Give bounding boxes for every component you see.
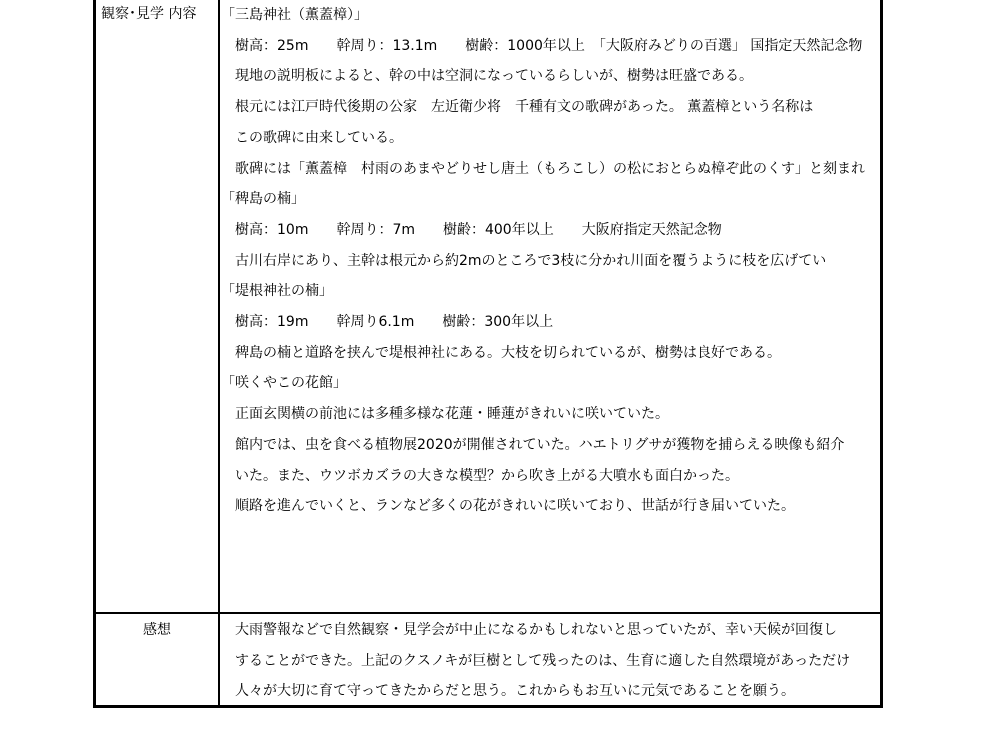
impressions-label: 感想 [143,622,171,638]
observation-content [221,0,880,612]
observation-text-line: 樹高：19m 幹周り6.1m 樹齢：300年以上 [235,314,554,330]
observation-text-line: 館内では、虫を食べる植物展2020が開催されていた。ハエトリグサが獲物を捕らえる映像も紹介 [235,436,845,453]
impression-text-line: 大雨警報などで自然観察・見学会が中止になるかもしれないと思っていたが、幸い天候が回復し [235,622,837,638]
observation-heading: 「咲くやこの花館」 [221,375,347,392]
observation-text-line: 順路を進んでいくと、ランなど多くの花がきれいに咲いており、世話が行き届いていた。 [235,498,795,515]
column-divider [218,0,220,707]
row-divider [93,612,883,614]
observation-heading: 「堤根神社の楠」 [221,283,333,300]
observation-text-line: 樹高：10m 幹周り：7m 樹齢：400年以上 大阪府指定天然記念物 [235,221,722,238]
observation-text-line: いた。また、ウツボカズラの大きな模型？から吹き上がる大噴水も面白かった。 [235,467,739,484]
observation-label: 観察･見学 内容 [101,6,197,22]
impression-text-line: 人々が大切に育て守ってきたからだと思う。これからもお互いに元気であることを願う。 [235,683,795,700]
observation-heading: 「三島神社（薫蓋樟）」 [221,7,368,23]
observation-text-line: 樹高：25m 幹周り：13.1m 樹齢：1000年以上 「大阪府みどりの百選」 国指定天然記念物 [235,37,863,54]
impressions-content [221,615,880,707]
observation-text-line: 稗島の楠と道路を挟んで堤根神社にある。大枝を切られているが、樹勢は良好である。 [235,344,781,361]
observation-text-line: 現地の説明板によると、幹の中は空洞になっているらしいが、樹勢は旺盛である。 [235,68,753,85]
observation-text-line: この歌碑に由来している。 [235,129,403,146]
observation-text-line: 根元には江戸時代後期の公家 左近衛少将 千種有文の歌碑があった。 薫蓋樟という名称は [235,99,814,116]
observation-text-line: 歌碑には「薫蓋樟 村雨のあまやどりせし唐土（もろこし）の松におとらぬ樟ぞ此のくす」と刻まれ [235,160,865,177]
observation-heading: 「稗島の楠」 [221,191,305,208]
observation-text-line: 古川右岸にあり、主幹は根元から約2mのところで3枝に分かれ川面を覆うように枝を広げてい [235,252,827,269]
impression-text-line: することができた。上記のクスノキが巨樹として残ったのは、生育に適した自然環境があっただけ [235,652,851,669]
observation-text-line: 正面玄関横の前池には多種多様な花蓮・睡蓮がきれいに咲いていた。 [235,406,669,423]
